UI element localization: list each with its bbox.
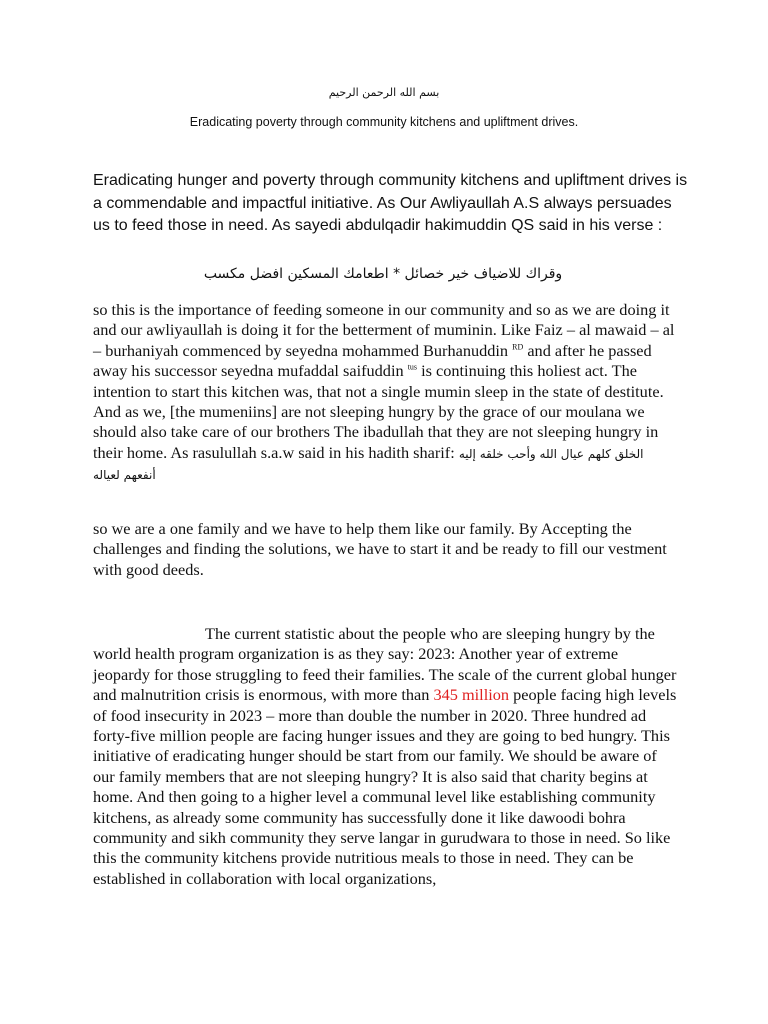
hadith-arabic: الخلق كلهم عيال الله وأحب خلقه إليه أنفعهم لعياله bbox=[93, 446, 644, 483]
p1-text-3: is continuing this holiest act. The intention to start this kitchen was, that not a single mumin sleep in the state of destitute. And as we, [the mumeniins] are not sleeping hungry by the grace of our moulana we should also take care of our brothers The ibadullah that they are not sleeping hungry in their home. As rasulullah s.a.w said in his hadith sharif: bbox=[93, 361, 664, 462]
arabic-verse: وقراك للاضياف خير خصائل * اطعامك المسكين افضل مكسب bbox=[203, 266, 563, 282]
p1-text-1: so this is the importance of feeding someone in our community and so as we are doing it and our awliyaullah is doing it for the betterment of muminin. Like Faiz – al mawaid – al – burhaniyah commenced by seyedna mohammed Burhanuddin bbox=[93, 300, 675, 360]
bismillah-heading: بسم الله الرحمن الرحيم bbox=[328, 86, 440, 99]
p3-text-1: The current statistic about the people who are sleeping hungry by the world health program organization is as they say: 2023: Another year of extreme jeopardy for those struggling to feed their families. The scale of the current global hunger and malnutrition crisis is enormous, with more than bbox=[93, 624, 677, 705]
highlight-figure: 345 million bbox=[433, 685, 510, 705]
p1-superscript-rd: RD bbox=[512, 342, 524, 352]
intro-paragraph: Eradicating hunger and poverty through community kitchens and upliftment drives is a commendable and impactful initiative. As Our Awliyaullah A.S always persuades us to feed those in need. As sayedi abdulqadir hakimuddin QS said in his verse : bbox=[93, 172, 688, 234]
p1-superscript-tus: tus bbox=[407, 362, 418, 372]
paragraph-statistics bbox=[93, 624, 678, 889]
paragraph-one-family: so we are a one family and we have to help them like our family. By Accepting the challenges and finding the solutions, we have to start it and be ready to fill our vestment with good deeds. bbox=[93, 519, 667, 579]
paragraph-feeding-importance bbox=[93, 300, 678, 486]
p3-text-2: people facing high levels of food insecurity in 2023 – more than double the number in 2020. Three hundred ad forty-five million people are facing hunger issues and they are going to bed hungry. This initiative of eradicating hunger should be start from our family. We should be aware of our family members that are not sleeping hungry? It is also said that charity begins at home. And then going to a higher level a communal level like establishing community kitchens, as already some community has successfully done it like dawoodi bohra community and sikh community they serve langar in gurudwara to those in need. So like this the community kitchens provide nutritious meals to those in need. They can be established in collaboration with local organizations, bbox=[93, 685, 677, 888]
document-title: Eradicating poverty through community kitchens and upliftment drives. bbox=[189, 115, 579, 129]
p1-text-2: and after he passed away his successor seyedna mufaddal saifuddin bbox=[93, 340, 652, 381]
